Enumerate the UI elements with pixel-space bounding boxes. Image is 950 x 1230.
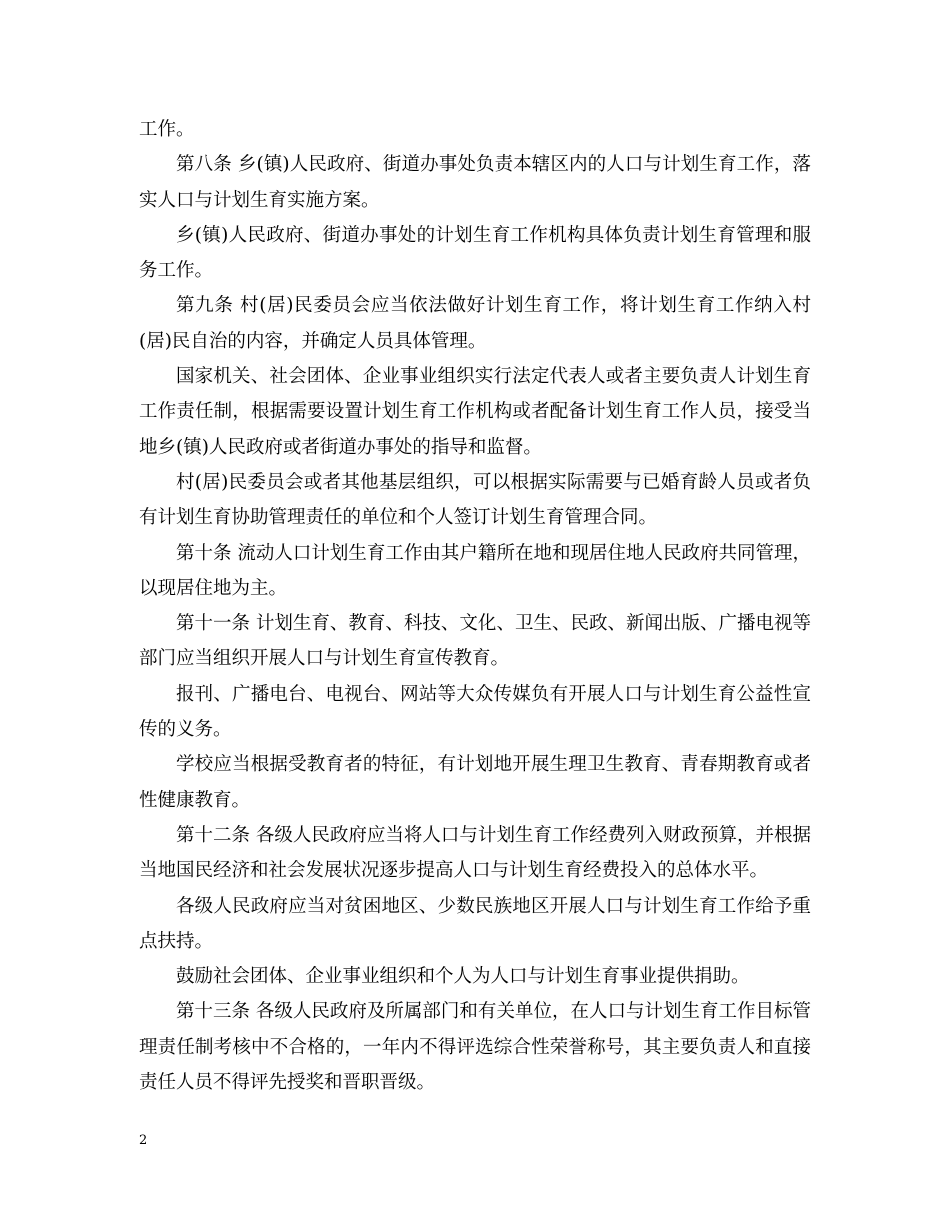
paragraph-article-8: 第八条 乡(镇)人民政府、街道办事处负责本辖区内的人口与计划生育工作，落实人口与计划生育实施方案。	[139, 154, 811, 211]
paragraph-article-12: 第十二条 各级人民政府应当将人口与计划生育工作经费列入财政预算，并根据当地国民经济和社会发展状况逐步提高人口与计划生育经费投入的总体水平。	[139, 824, 811, 882]
paragraph: 国家机关、社会团体、企业事业组织实行法定代表人或者主要负责人计划生育工作责任制，根据需要设置计划生育工作机构或者配备计划生育工作人员，接受当地乡(镇)人民政府或者街道办事处的指导和监督。	[139, 366, 811, 458]
paragraph-continuation: 工作。	[139, 119, 195, 140]
paragraph-article-11: 第十一条 计划生育、教育、科技、文化、卫生、民政、新闻出版、广播电视等部门应当组织开展人口与计划生育宣传教育。	[139, 613, 811, 670]
paragraph: 村(居)民委员会或者其他基层组织，可以根据实际需要与已婚育龄人员或者负有计划生育协助管理责任的单位和个人签订计划生育管理合同。	[139, 471, 811, 529]
paragraph-article-10: 第十条 流动人口计划生育工作由其户籍所在地和现居住地人民政府共同管理，以现居住地为主。	[139, 542, 811, 599]
page-number: 2	[139, 1133, 148, 1148]
paragraph-article-13: 第十三条 各级人民政府及所属部门和有关单位，在人口与计划生育工作目标管理责任制考核中不合格的，一年内不得评选综合性荣誉称号，其主要负责人和直接责任人员不得评先授奖和晋职晋级。	[139, 1001, 811, 1094]
paragraph: 乡(镇)人民政府、街道办事处的计划生育工作机构具体负责计划生育管理和服务工作。	[139, 224, 811, 282]
paragraph-article-9: 第九条 村(居)民委员会应当依法做好计划生育工作，将计划生育工作纳入村(居)民自治的内容，并确定人员具体管理。	[139, 295, 811, 352]
paragraph: 各级人民政府应当对贫困地区、少数民族地区开展人口与计划生育工作给予重点扶持。	[139, 895, 811, 952]
paragraph: 报刊、广播电台、电视台、网站等大众传媒负有开展人口与计划生育公益性宣传的义务。	[139, 683, 811, 741]
document-body	[139, 112, 811, 1100]
paragraph: 鼓励社会团体、企业事业组织和个人为人口与计划生育事业提供捐助。	[176, 966, 750, 988]
paragraph: 学校应当根据受教育者的特征，有计划地开展生理卫生教育、青春期教育或者性健康教育。	[139, 754, 811, 811]
